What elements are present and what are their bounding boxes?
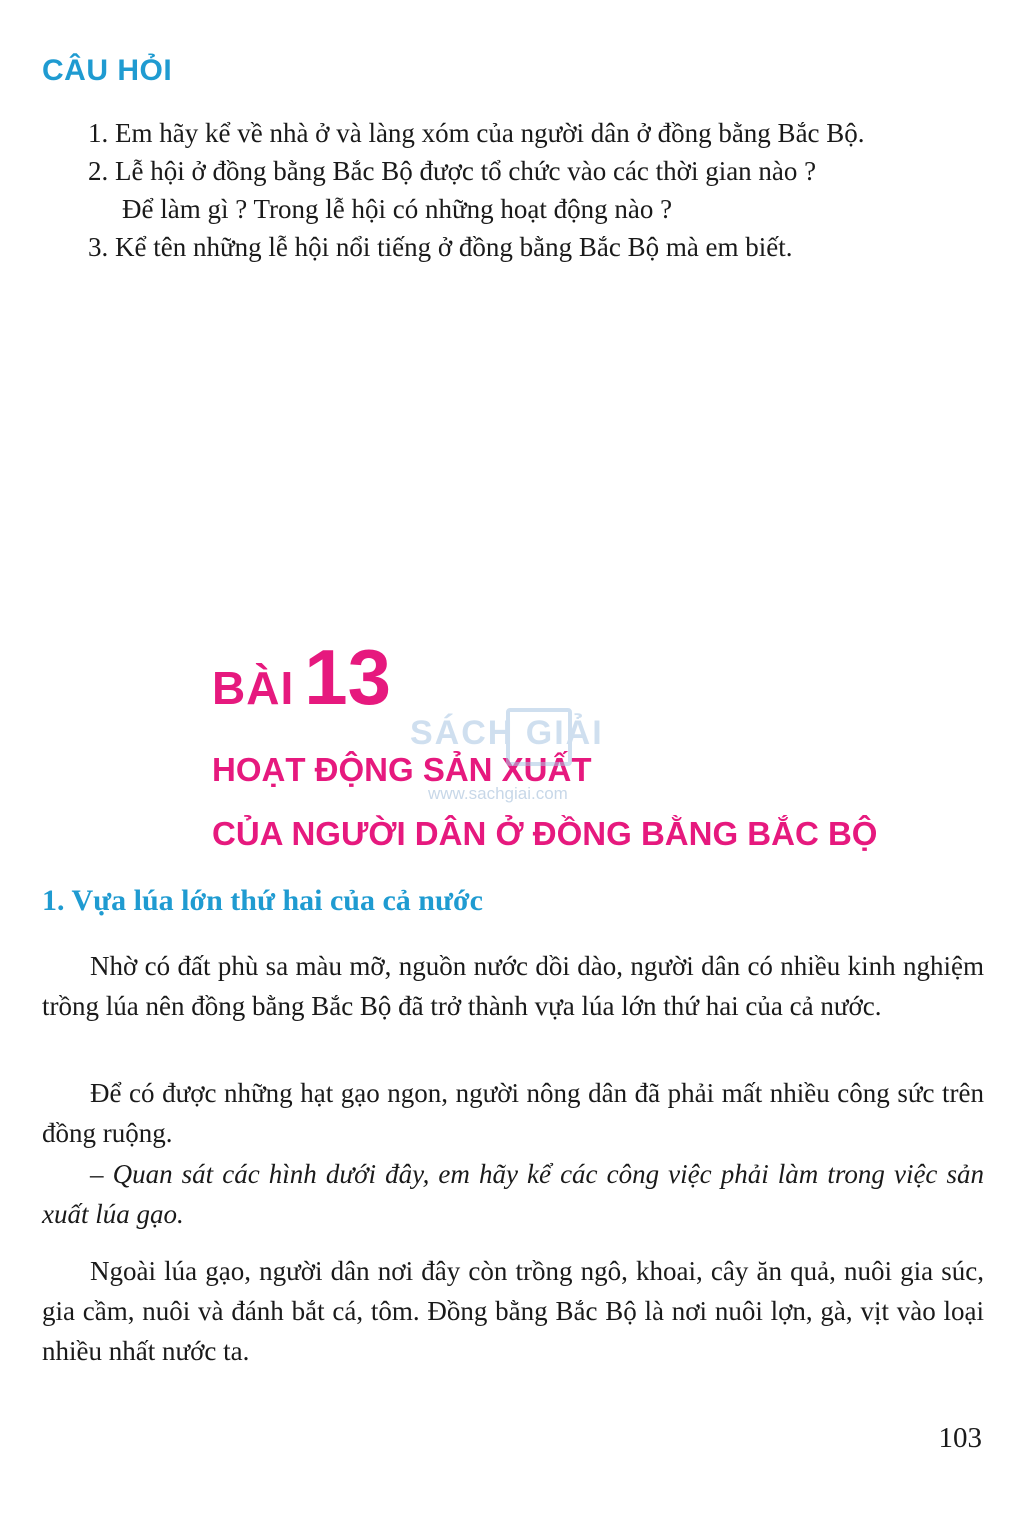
page-number: 103 <box>938 1422 982 1454</box>
paragraph: Nhờ có đất phù sa màu mỡ, nguồn nước dồi dào, người dân có nhiều kinh nghiệm trồng lúa nên đồng bằng Bắc Bộ đã trở thành vựa lúa lớn thứ hai của cả nước. <box>42 951 984 1021</box>
question-item <box>88 228 988 266</box>
instruction-paragraph: – Quan sát các hình dưới đây, em hãy kể các công việc phải làm trong việc sản xuất lúa gạo. <box>42 1159 984 1229</box>
question-item <box>88 114 988 152</box>
question-text: 2. Lễ hội ở đồng bằng Bắc Bộ được tổ chức vào các thời gian nào ? <box>88 156 817 186</box>
questions-heading: CÂU HỎI <box>42 54 173 87</box>
question-item <box>88 152 988 228</box>
paragraph: Ngoài lúa gạo, người dân nơi đây còn trồng ngô, khoai, cây ăn quả, nuôi gia súc, gia cầm, nuôi và đánh bắt cá, tôm. Đồng bằng Bắc Bộ là nơi nuôi lợn, gà, vịt vào loại nhiều nhất nước ta. <box>42 1256 984 1366</box>
lesson-title <box>212 738 877 866</box>
lesson-title-line-1: HOẠT ĐỘNG SẢN XUẤT <box>212 751 592 788</box>
question-text: 3. Kể tên những lễ hội nổi tiếng ở đồng bằng Bắc Bộ mà em biết. <box>88 232 793 262</box>
paragraph: Để có được những hạt gạo ngon, người nông dân đã phải mất nhiều công sức trên đồng ruộng. <box>42 1078 984 1148</box>
lesson-title-line-2: CỦA NGƯỜI DÂN Ở ĐỒNG BẰNG BẮC BỘ <box>212 815 878 852</box>
watermark-url: www.sachgiai.com <box>428 784 568 803</box>
lesson-number <box>212 632 391 723</box>
question-text-continued: Để làm gì ? Trong lễ hội có những hoạt động nào ? <box>122 194 673 224</box>
section-heading: 1. Vựa lúa lớn thứ hai của cả nước <box>42 884 483 917</box>
watermark-logo-text: SÁCH GIẢI <box>410 714 604 752</box>
lesson-number-value: 13 <box>304 633 391 721</box>
question-text: 1. Em hãy kể về nhà ở và làng xóm của người dân ở đồng bằng Bắc Bộ. <box>88 118 865 148</box>
questions-list <box>88 114 988 266</box>
lesson-label: BÀI <box>212 662 295 714</box>
